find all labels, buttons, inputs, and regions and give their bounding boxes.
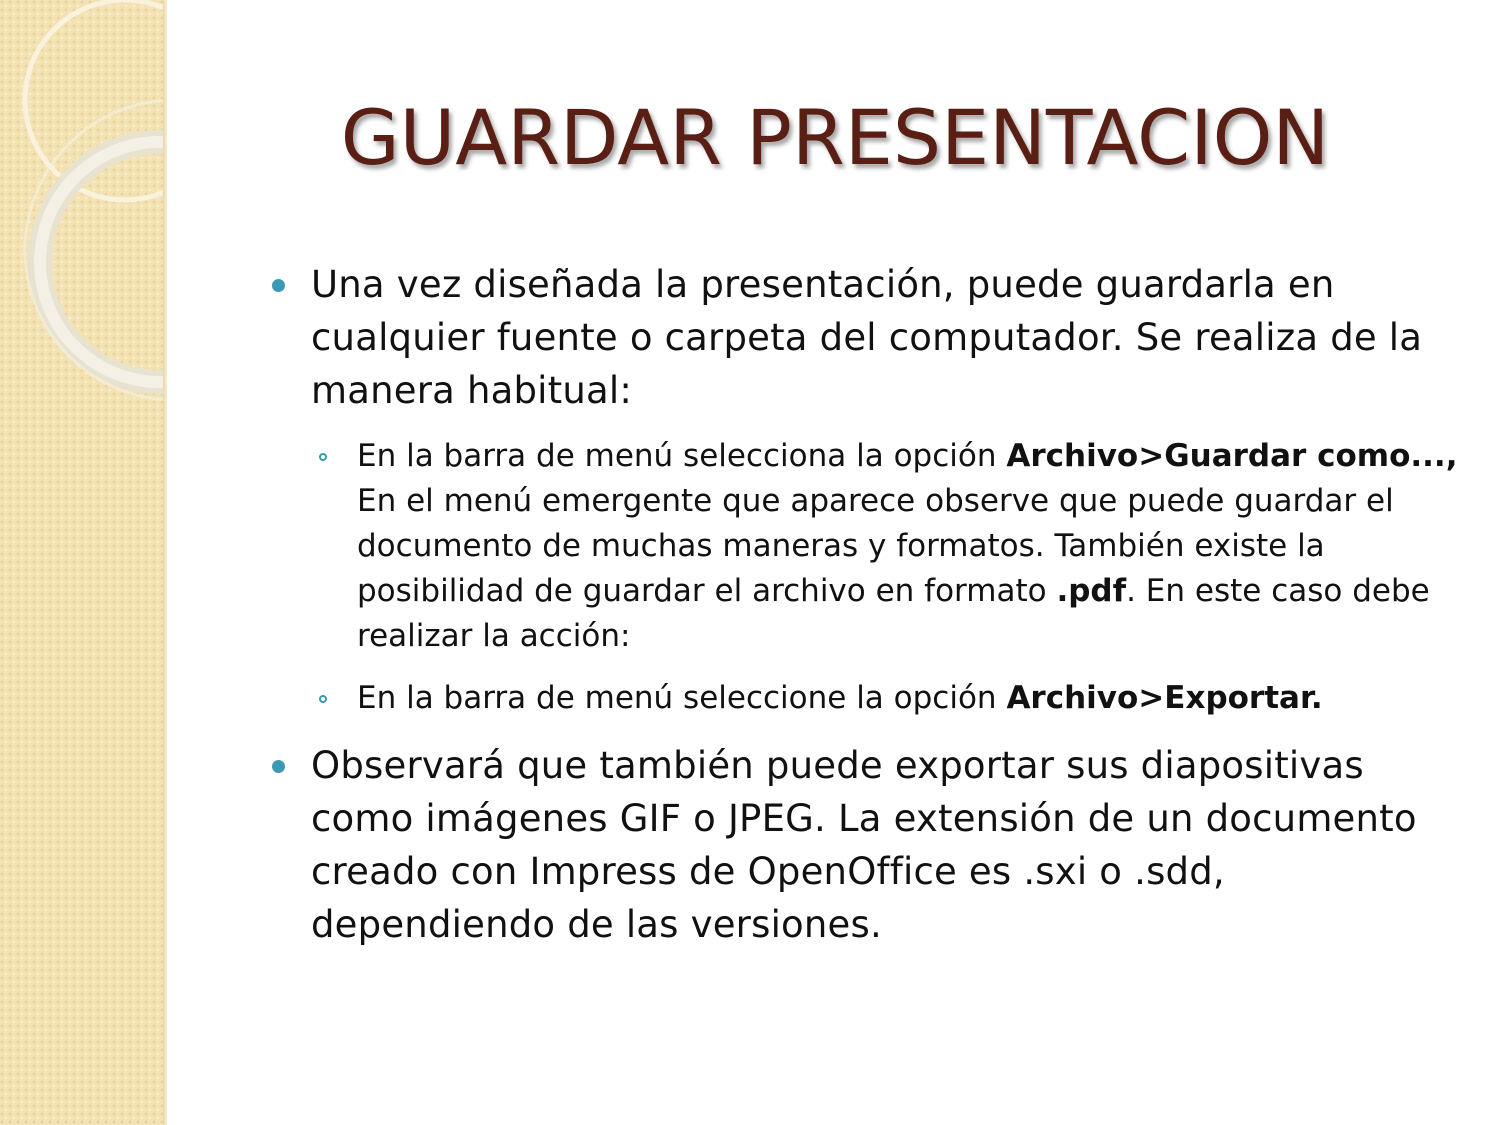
sub-bullet-item: [270, 434, 1470, 659]
sub-bullet-ring-icon: [319, 453, 327, 461]
decorative-side-panel: [0, 0, 165, 1125]
format-pdf: .pdf: [1056, 573, 1127, 609]
bullet-item: [270, 739, 1470, 951]
menu-path-export: Archivo>Exportar.: [1006, 680, 1323, 716]
menu-path-save-as: Archivo>Guardar como...,: [1006, 438, 1458, 474]
side-panel-edge: [163, 0, 167, 1125]
bullet-text: Una vez diseñada la presentación, puede guardarla en cualquier fuente o carpeta del computador. Se realiza de la manera habitual:: [311, 263, 1423, 412]
sub-bullet-text: En la barra de menú seleccione la opción: [357, 680, 1007, 716]
sub-bullet-item: [270, 676, 1470, 721]
slide-title: GUARDAR PRESENTACION: [340, 93, 1330, 182]
sub-bullet-text-end: . En este caso debe realizar la acción:: [357, 573, 1430, 654]
sub-bullet-text: En la barra de menú selecciona la opción: [357, 438, 1007, 474]
bullet-item: [270, 258, 1470, 417]
sub-bullet-text-continued: En el menú emergente que aparece observe que puede guardar el documento de muchas maneras y formatos. También existe la posibilidad de guardar el archivo en formato: [357, 483, 1394, 609]
decorative-rings: [0, 0, 165, 1125]
bullet-text: Observará que también puede exportar sus diapositivas como imágenes GIF o JPEG. La extensión de un documento creado con Impress de OpenOffice es .sxi o .sdd, dependiendo de las versiones.: [311, 744, 1417, 946]
bullet-dot-icon: [272, 279, 285, 292]
sub-bullet-ring-icon: [319, 695, 327, 703]
slide-content: [270, 258, 1470, 951]
bullet-dot-icon: [272, 760, 285, 773]
